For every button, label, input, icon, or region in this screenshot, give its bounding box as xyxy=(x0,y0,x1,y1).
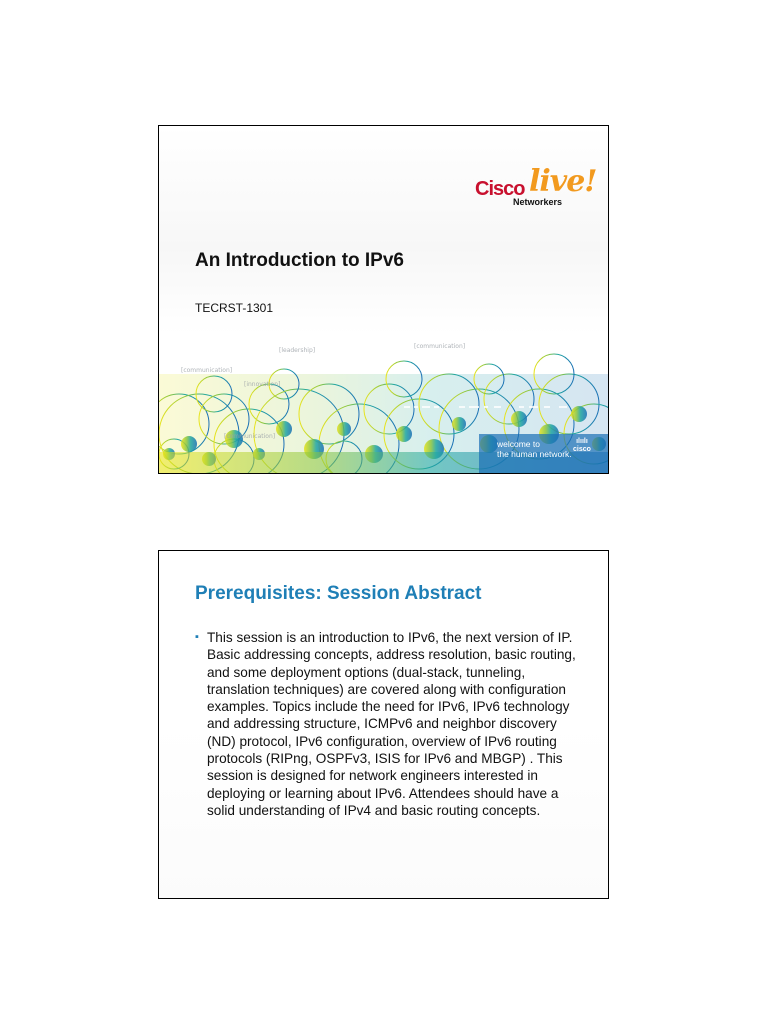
abstract-text: This session is an introduction to IPv6, the next version of IP. Basic addressing concepts, address resolution, basic routing, and some deployment options (dual-stack, tunneling, translation techniques) are covered along with configuration examples. Topics include the need for IPv6, IPv6 technology and addressing structure, ICMPv6 and neighbor discovery (ND) protocol, IPv6 configuration, overview of IPv6 routing protocols (RIPng, OSPFv3, ISIS for IPv6 and MBGP) . This session is designed for network engineers interested in deploying or learning about IPv6. Attendees should have a solid understanding of IPv4 and basic routing concepts. xyxy=(207,630,576,818)
artwork-label: [innovation] xyxy=(244,381,281,388)
welcome-tagline xyxy=(497,439,572,459)
logo-cisco-text: Cisco xyxy=(475,178,525,200)
session-code: TECRST-1301 xyxy=(195,301,274,315)
logo-live-text: live! xyxy=(529,164,597,199)
slide-title-text: An Introduction to IPv6 xyxy=(195,250,404,271)
cisco-mark xyxy=(573,438,591,454)
welcome-line-2: the human network. xyxy=(497,449,572,459)
artwork-label: [communication] xyxy=(414,343,466,350)
artwork-label: [communication] xyxy=(181,367,233,374)
cisco-live-logo xyxy=(475,164,597,212)
welcome-line-1: welcome to xyxy=(497,439,540,449)
slide-title xyxy=(158,125,609,474)
logo-networkers-text: Networkers xyxy=(513,197,563,207)
cisco-mark-text: cisco xyxy=(573,446,591,453)
artwork-label: [leadership] xyxy=(279,347,316,354)
bullet-square-icon: ▪ xyxy=(195,631,199,643)
cisco-bars-icon: ılıılı xyxy=(576,438,588,445)
slide-abstract xyxy=(158,550,609,899)
abstract-bullet xyxy=(195,629,585,819)
artwork-label: [communication] xyxy=(224,433,276,440)
slide-heading: Prerequisites: Session Abstract xyxy=(195,583,482,604)
